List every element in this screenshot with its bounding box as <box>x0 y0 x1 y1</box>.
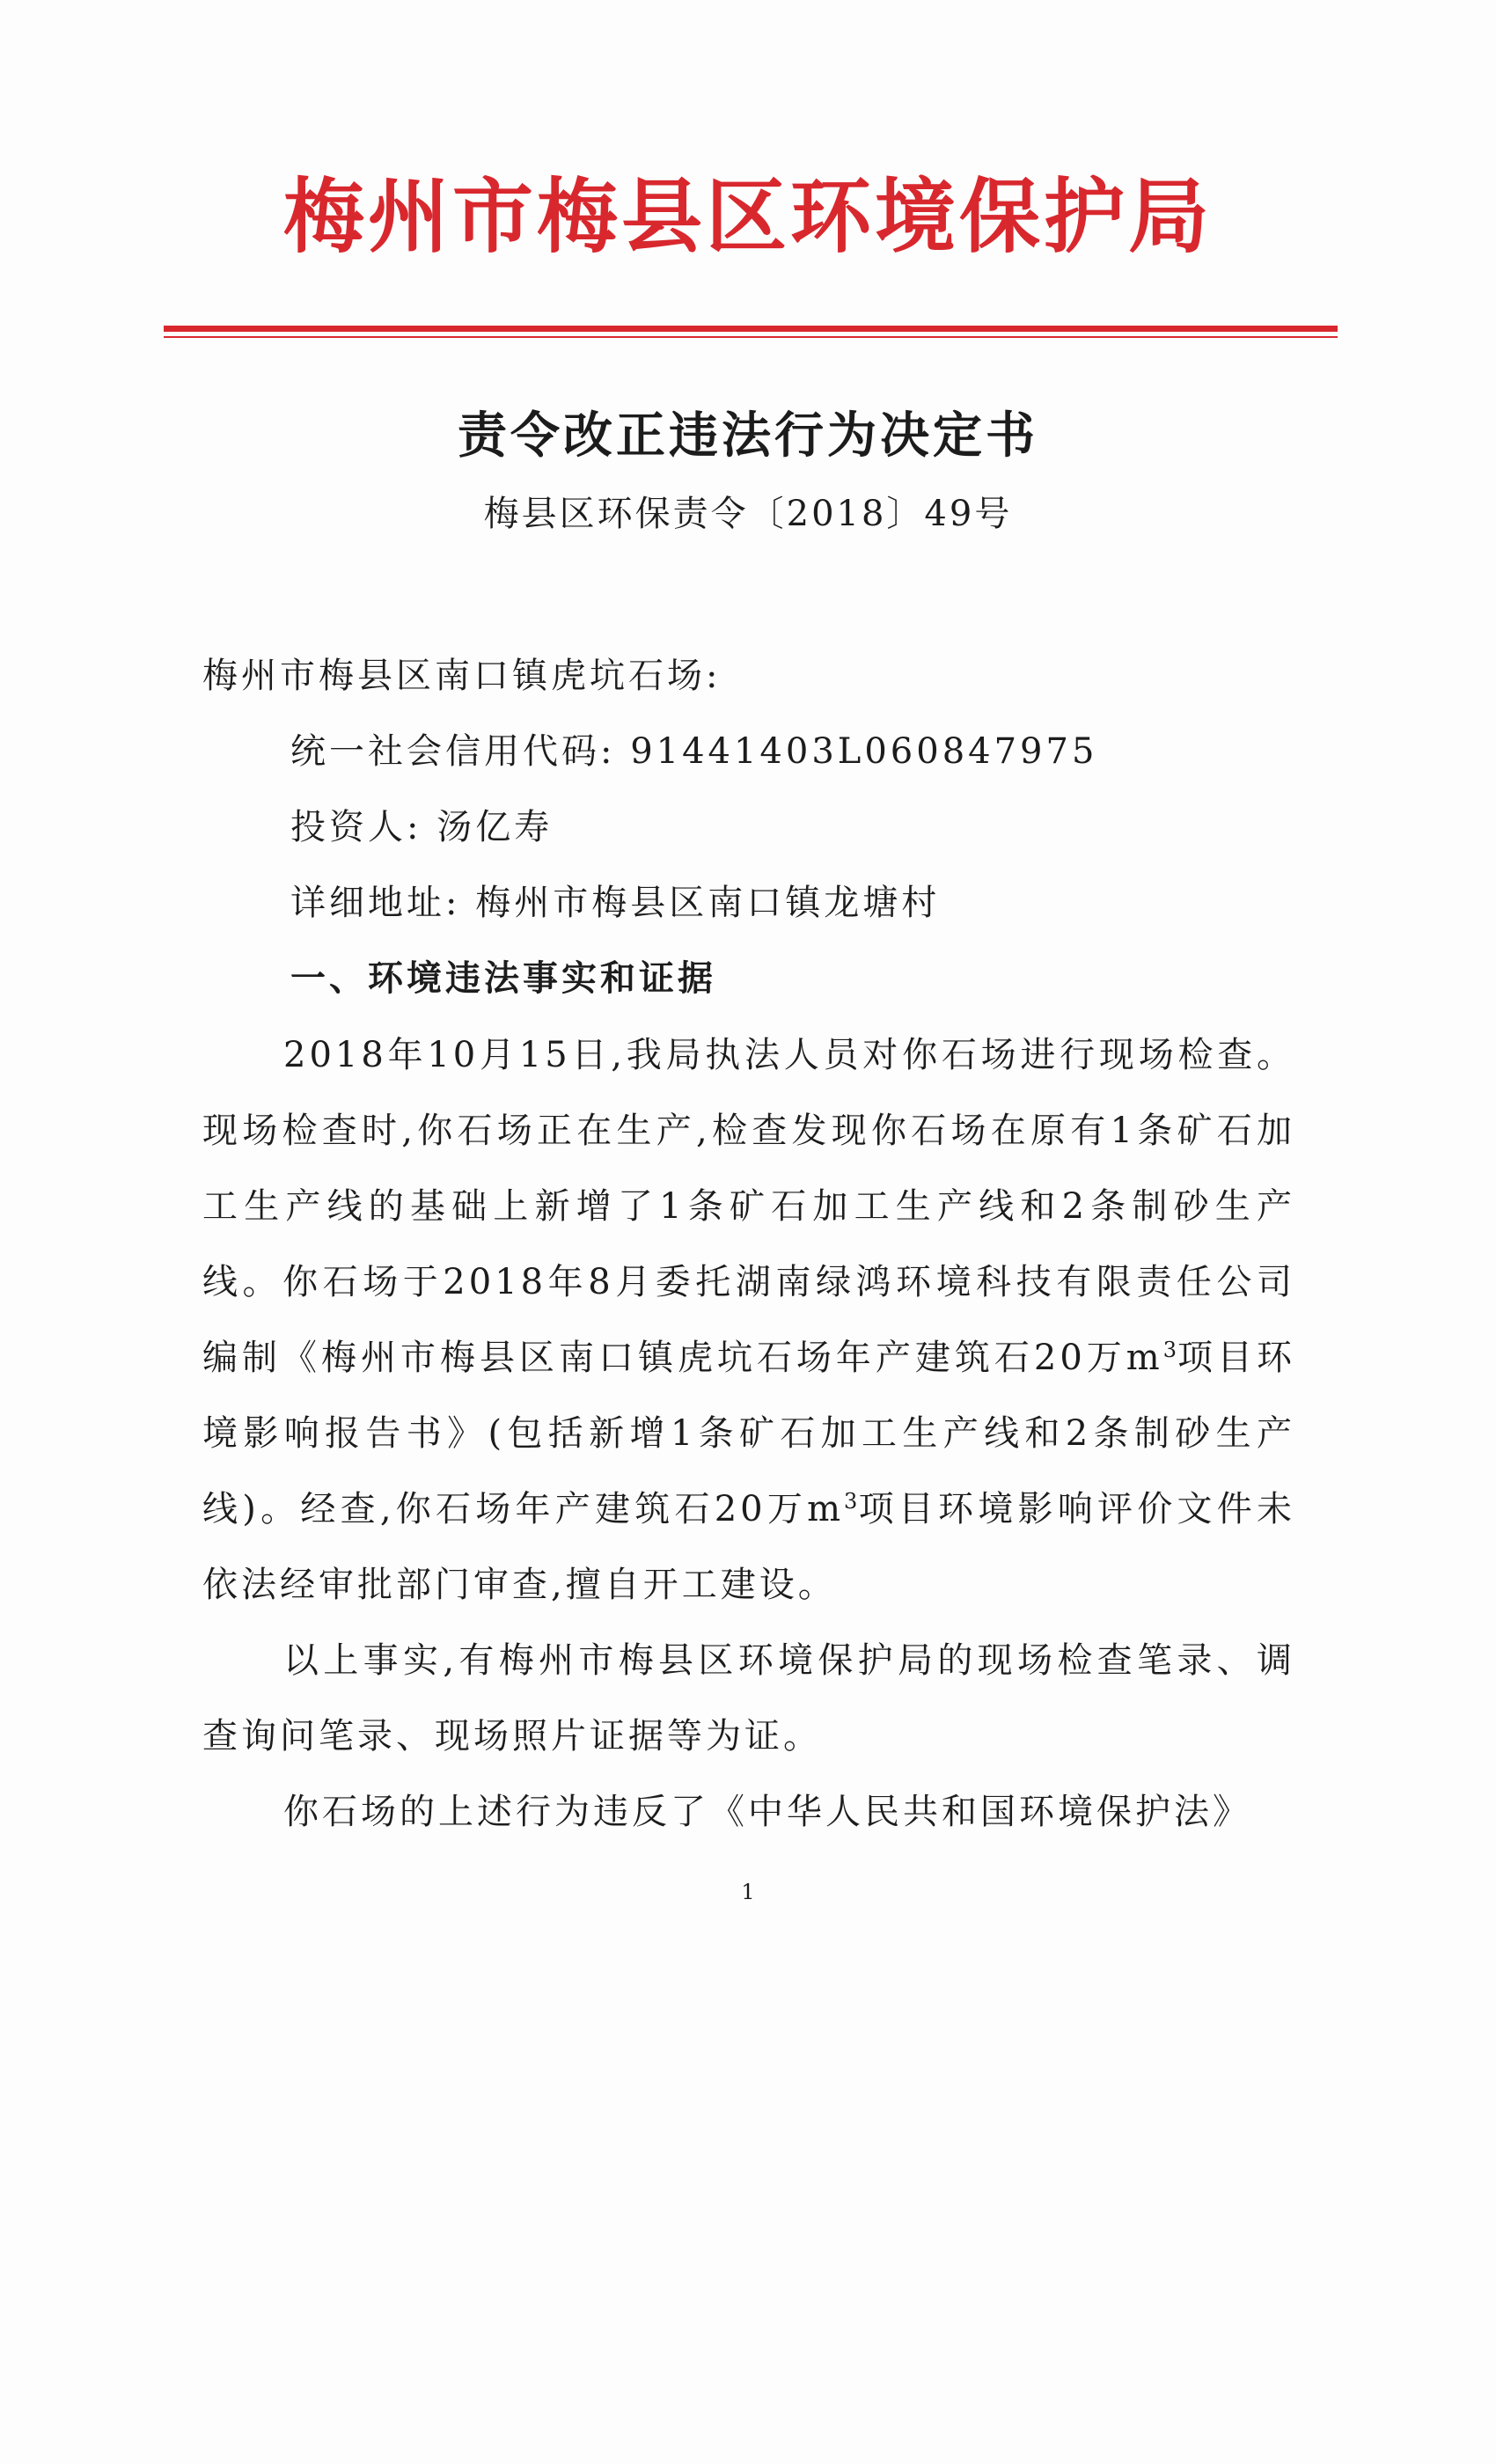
facts-text-part1: 2018年10月15日,我局执法人员对你石场进行现场检查。现场检查时,你石场正在生产,检查发现你石场在原有1条矿石加工生产线的基础上新增了1条矿石加工生产线和2条制砂生产线。你石场于2018年8月委托湖南绿鸿环境科技有限责任公司编制《梅州市梅县区南口镇虎坑石场年产建筑石20万m <box>202 1035 1295 1378</box>
document-title: 责令改正违法行为决定书 <box>458 407 1038 465</box>
recipient-name: 梅州市梅县区南口镇虎坑石场: <box>202 656 722 696</box>
violation-facts-paragraph <box>202 1017 1295 1623</box>
violation-law-paragraph: 你石场的上述行为违反了《中华人民共和国环境保护法》 <box>283 1792 1251 1832</box>
evidence-paragraph: 以上事实,有梅州市梅县区环境保护局的现场检查笔录、调查询问笔录、现场照片证据等为证。 <box>202 1640 1295 1756</box>
agency-letterhead: 梅州市梅县区环境保护局 <box>282 169 1213 264</box>
facts-text-part3: 项目环境影响评价文件未依法经审批部门审查,擅自开工建设。 <box>202 1489 1296 1605</box>
document-number: 梅县区环保责令〔2018〕49号 <box>483 494 1013 534</box>
letterhead-rule-thin <box>164 336 1338 338</box>
cubic-superscript: 3 <box>1162 1338 1177 1362</box>
letterhead-rule-thick <box>164 326 1338 332</box>
credit-code: 统一社会信用代码: 91441403L060847975 <box>290 731 1098 772</box>
facts-text-part2: 项目环境影响报告书》(包括新增1条矿石加工生产线和2条制砂生产线)。经查,你石场年产建筑石20万m <box>202 1338 1296 1529</box>
address: 详细地址: 梅州市梅县区南口镇龙塘村 <box>290 883 941 923</box>
investor: 投资人: 汤亿寿 <box>290 807 554 847</box>
section-heading: 一、环境违法事实和证据 <box>290 958 716 999</box>
cubic-superscript: 3 <box>844 1489 858 1514</box>
page-number: 1 <box>741 1880 755 1904</box>
